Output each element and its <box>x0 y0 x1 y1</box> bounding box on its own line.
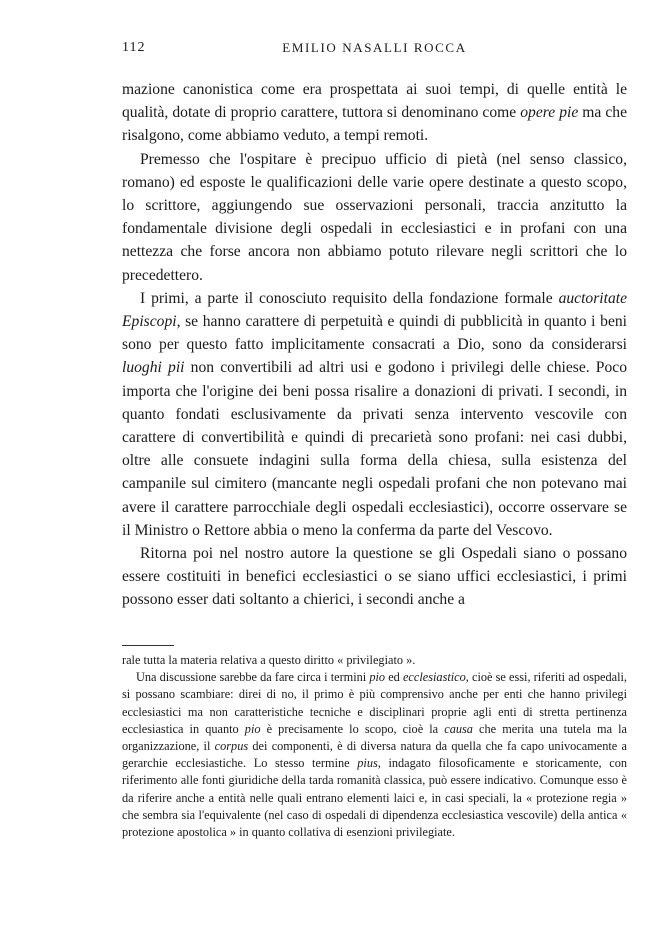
footnote-paragraph <box>122 652 627 669</box>
text-run: rale tutta la materia relativa a questo diritto « privilegiato ». <box>122 653 416 667</box>
text-run: ed <box>385 670 403 685</box>
italic-term: auctoritate Episcopi <box>122 289 627 331</box>
page-header <box>122 40 627 60</box>
text-run: è precisamente lo scopo, cioè la <box>260 721 445 736</box>
italic-term: ecclesiastico <box>402 670 466 685</box>
text-run: Una discussione sarebbe da fare circa i termini <box>136 670 370 685</box>
footnote-divider <box>122 645 174 646</box>
text-run: , cioè se essi, riferiti ad ospedali, si possano scambiare: direi di no, il primo è più comprensivo anche per enti che hanno privilegi ecclesiastici ma non caratteristiche tecniche e disciplinari proprie agli enti di stretta pertinenza ecclesiastica in quanto <box>122 670 627 736</box>
footnotes <box>122 652 627 841</box>
paragraph <box>122 148 627 287</box>
text-run: dei componenti, è di diversa natura da quella che fa capo univocamente a gerarchie ecclesiastiche. Lo stesso termine <box>122 739 627 771</box>
footnote-paragraph <box>122 669 627 841</box>
page-number: 112 <box>122 40 146 55</box>
text-run: che merita una tutela ma la organizzazione, il <box>122 721 628 754</box>
paragraph <box>122 542 627 612</box>
italic-term: opere pie <box>520 104 579 122</box>
text-run: non convertibili ad altri usi e godono i privilegi delle chiese. Poco importa che l'origine dei beni possa risalire a donazioni di privati. I secondi, in quanto fondati esclusivamente da privati senza intervento vescovile con carattere di convertibilità e quindi di precarietà sono profani: nei casi dubbi, oltre alle consuete indagini sulla forma della chiesa, sulla esistenza del campanile sul cimitero (mancante negli ospedali profani che non potevano mai avere il carattere parrocchiale degli ospedali ecclesiastici), occorre osservare se il Ministro o Rettore abbia o meno la conferma da parte del Vescovo. <box>122 359 627 539</box>
text-run: ma che risalgono, come abbiamo veduto, a tempi remoti. <box>122 104 627 145</box>
italic-term: corpus <box>214 739 249 754</box>
italic-term: pio <box>244 721 261 736</box>
text-run: , se hanno carattere di perpetuità e quindi di pubblicità in quanto i beni sono per questo fatto implicitamente consacrati a Dio, sono da considerarsi <box>122 313 627 354</box>
text-run: Ritorna poi nel nostro autore la questione se gli Ospedali siano o possano essere costituiti in benefici ecclesiastici o se siano uffici ecclesiastici, i primi possono esser dati soltanto a chierici, i secondi anche a <box>122 545 627 609</box>
text-run: mazione canonistica come era prospettata ai suoi tempi, di quelle entità le qualità, dotate di proprio carattere, tuttora si denominano come <box>122 81 627 122</box>
italic-term: luoghi pii <box>122 359 185 377</box>
italic-term: pius <box>357 756 378 771</box>
paragraph <box>122 287 627 542</box>
text-run: Premesso che l'ospitare è precipuo ufficio di pietà (nel senso classico, romano) ed esposte le qualificazioni delle varie opere destinate a questo scopo, lo scrittore, aggiungendo sue osservazioni personali, traccia anzitutto la fondamentale divisione degli ospedali in ecclesiastici e in profani con una nettezza che forse ancora non abbiamo potuto rilevare negli scrittori che lo precedettero. <box>122 150 627 284</box>
main-text <box>122 78 627 612</box>
running-head: EMILIO NASALLI ROCCA <box>282 40 467 55</box>
text-run: , indagato filosoficamente e storicamente, con riferimento alle fonti giuridiche della tarda romanità classica, può essere indicativo. Comunque esso è da riferire anche a entità nelle quali entrano elementi laici e, in casi speciali, la « protezione regia » che sembra sia l'equivalente (nel caso di ospedali di dipendenza ecclesiastica vescovile) della antica « protezione apostolica » in quanto collativa di esenzioni privilegiate. <box>122 756 627 840</box>
paragraph <box>122 78 627 148</box>
italic-term: pio <box>369 670 386 685</box>
text-run: I primi, a parte il conosciuto requisito della fondazione formale <box>140 289 559 307</box>
italic-term: causa <box>444 721 473 736</box>
